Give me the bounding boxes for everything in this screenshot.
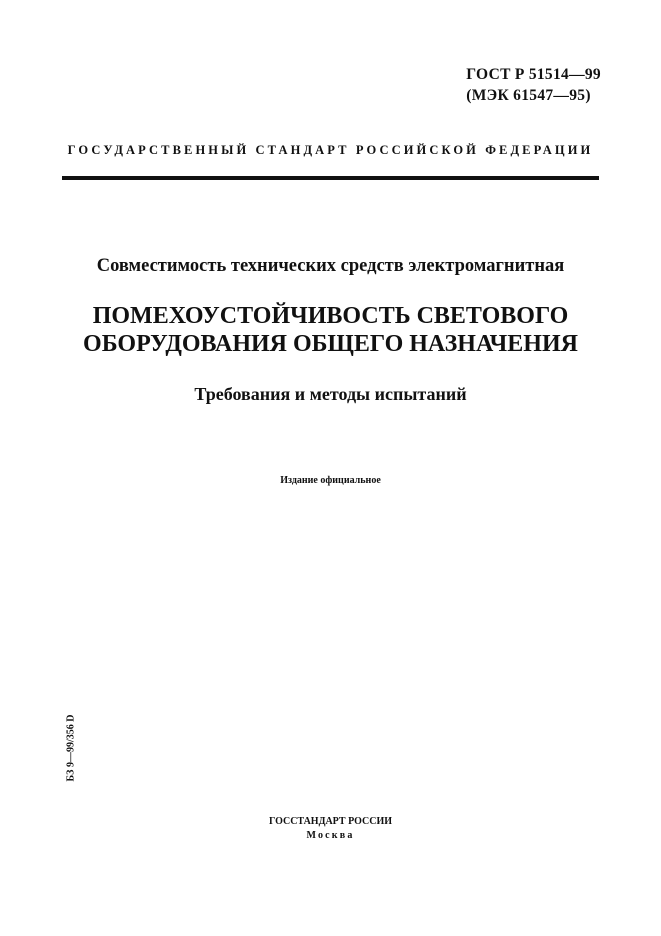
requirements-title: Требования и методы испытаний [194,384,467,404]
side-code [64,700,78,795]
publisher-block [0,815,661,843]
iec-number: (МЭК 61547—95) [466,87,591,104]
edition-label: Издание официальное [280,475,381,486]
side-code-text: БЗ 9—99/356 D [65,714,77,781]
main-title: Совместимость технических средств электромагнитная [96,256,565,276]
publisher-name: ГОССТАНДАРТ РОССИИ [268,816,393,827]
sub-title-line-2: ОБОРУДОВАНИЯ ОБЩЕГО НАЗНАЧЕНИЯ [83,331,578,357]
sub-title [0,302,661,358]
header-divider [62,176,599,180]
gost-number: ГОСТ Р 51514—99 [466,66,601,83]
publisher-city: Москва [306,830,355,841]
standard-number-block [466,64,601,106]
federal-standard-title: ГОСУДАРСТВЕННЫЙ СТАНДАРТ РОССИЙСКОЙ ФЕДЕРАЦИИ [67,143,594,157]
sub-title-line-1: ПОМЕХОУСТОЙЧИВОСТЬ СВЕТОВОГО [92,303,569,329]
